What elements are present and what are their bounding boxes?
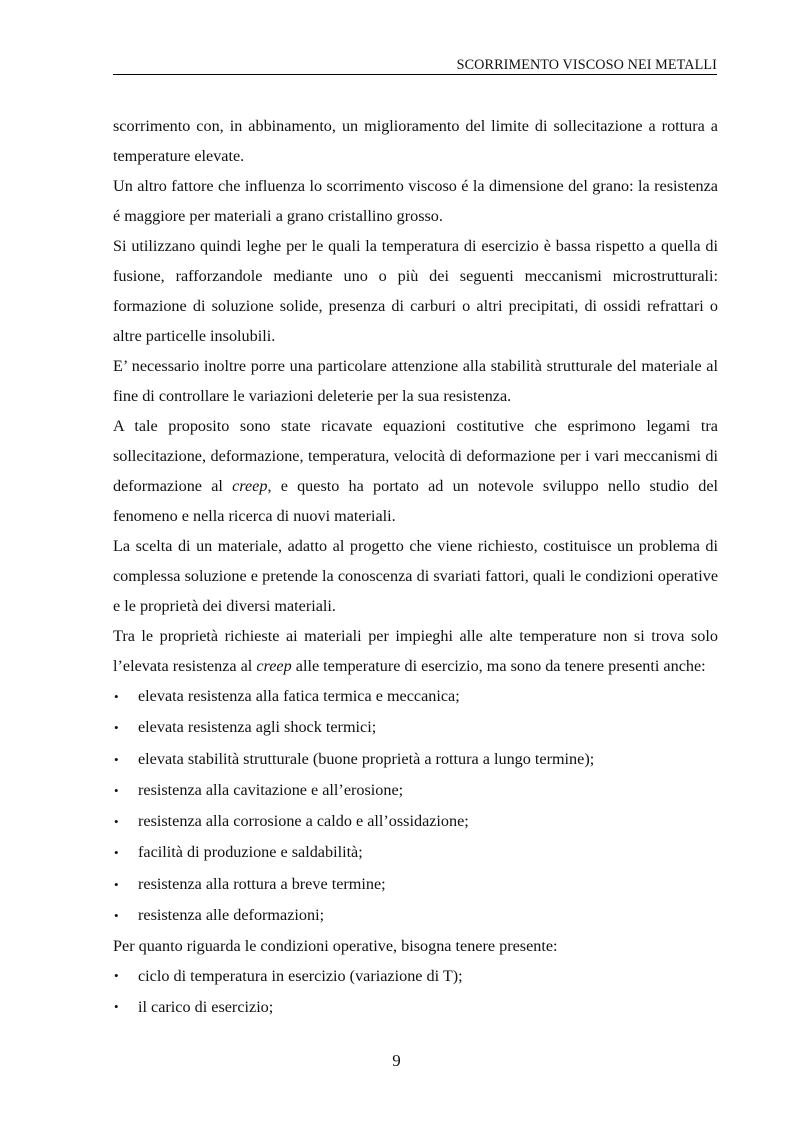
- list-item: [113, 900, 718, 931]
- page-number: 9: [392, 1051, 401, 1070]
- bullet-icon: •: [114, 908, 119, 924]
- list-item-text: facilità di produzione e saldabilità;: [138, 843, 363, 862]
- list-item: [113, 961, 718, 992]
- list-item-text: elevata resistenza agli shock termici;: [138, 718, 377, 737]
- list-item: [113, 869, 718, 900]
- paragraph-3: Si utilizzano quindi leghe per le quali la temperatura di esercizio è bassa rispetto a quella di fusione, rafforzandole mediante uno o più dei seguenti meccanismi microstrutturali: formazione di soluzione solide, presenza di carburi o altri precipitati, di ossidi refrattari o altre particelle insolubili.: [113, 237, 718, 345]
- list-item-text: elevata resistenza alla fatica termica e meccanica;: [138, 687, 460, 705]
- paragraph-2: Un altro fattore che influenza lo scorrimento viscoso é la dimensione del grano: la resistenza é maggiore per materiali a grano cristallino grosso.: [113, 177, 718, 225]
- page-body: [113, 111, 718, 1022]
- list-item: [113, 775, 718, 806]
- list-item-text: resistenza alla cavitazione e all’erosione;: [138, 780, 404, 799]
- paragraph-7-term: creep: [256, 657, 292, 675]
- list-item-text: resistenza alla rottura a breve termine;: [138, 874, 386, 893]
- list-item-text: il carico di esercizio;: [138, 997, 274, 1016]
- bullet-icon: •: [114, 845, 119, 861]
- list-item: [113, 992, 718, 1023]
- paragraph-8: Per quanto riguarda le condizioni operative, bisogna tenere presente:: [113, 937, 558, 956]
- bullet-icon: •: [114, 814, 119, 830]
- list-item-text: ciclo di temperatura in esercizio (variazione di T);: [138, 967, 463, 986]
- bullet-icon: •: [114, 689, 119, 704]
- list-item-text: resistenza alla corrosione a caldo e all’ossidazione;: [138, 812, 469, 831]
- running-header: [113, 56, 717, 75]
- paragraph-5-text-a: A tale proposito sono state ricavate equazioni costitutive che esprimono legami tra sollecitazione, deformazione, temperatura, velocità di deformazione per i vari meccanismi di deformazione al: [113, 417, 718, 495]
- paragraph-4: E’ necessario inoltre porre una particolare attenzione alla stabilità strutturale del materiale al fine di controllare le variazioni deleterie per la sua resistenza.: [113, 357, 718, 405]
- bullet-icon: •: [114, 782, 119, 798]
- paragraph-5: [113, 411, 718, 531]
- list-item: [113, 837, 718, 868]
- paragraph-5-text-b: , e questo ha portato ad un notevole sviluppo nello studio del fenomeno e nella ricerca di nuovi materiali.: [113, 477, 718, 525]
- paragraph-7: [113, 621, 718, 681]
- bullet-icon: •: [114, 968, 119, 984]
- header-title: SCORRIMENTO VISCOSO NEI METALLI: [456, 57, 717, 73]
- list-item: [113, 681, 718, 712]
- bullet-icon: •: [114, 998, 119, 1014]
- paragraph-1: scorrimento con, in abbinamento, un miglioramento del limite di sollecitazione a rottura a temperature elevate.: [113, 117, 718, 165]
- list-item: [113, 712, 718, 743]
- list-item: [113, 806, 718, 837]
- properties-list: [113, 681, 718, 931]
- paragraph-5-term: creep: [232, 477, 268, 495]
- bullet-icon: •: [114, 751, 119, 767]
- list-item: [113, 744, 718, 775]
- paragraph-7-text-a: Tra le proprietà richieste ai materiali per impieghi alle alte temperature non si trova solo l’elevata resistenza al: [113, 627, 718, 675]
- conditions-list: [113, 961, 718, 1022]
- paragraph-6: La scelta di un materiale, adatto al progetto che viene richiesto, costituisce un problema di complessa soluzione e pretende la conoscenza di svariati fattori, quali le condizioni operative e le proprietà dei diversi materiali.: [113, 537, 718, 615]
- list-item-text: elevata stabilità strutturale (buone proprietà a rottura a lungo termine);: [138, 749, 595, 768]
- list-item-text: resistenza alle deformazioni;: [138, 906, 325, 925]
- bullet-icon: •: [114, 876, 119, 892]
- bullet-icon: •: [114, 720, 119, 736]
- paragraph-7-text-b: alle temperature di esercizio, ma sono da tenere presenti anche:: [291, 657, 706, 675]
